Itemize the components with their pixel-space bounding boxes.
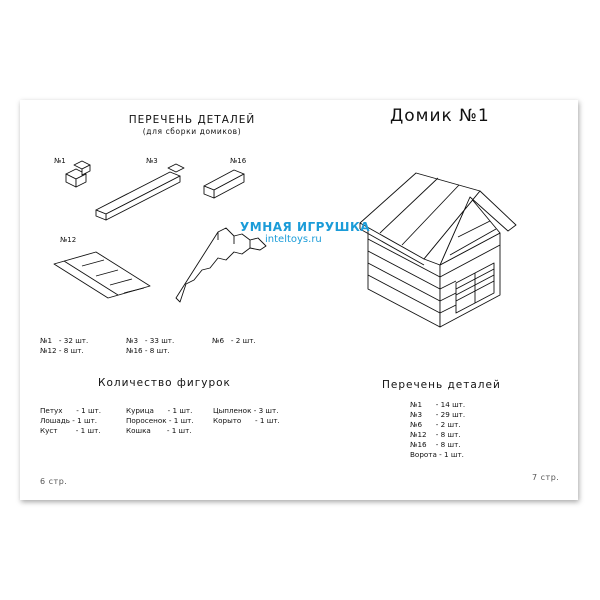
watermark-site: inteltoys.ru (265, 234, 322, 245)
right-list-16: №16 - 8 шт. (410, 440, 461, 449)
right-list-6: №6 - 2 шт. (410, 420, 461, 429)
right-list-gate: Ворота - 1 шт. (410, 450, 464, 459)
part-16-illustration (202, 164, 262, 204)
part-label-3: №3 (146, 157, 158, 165)
figure-trough: Корыто - 1 шт. (213, 416, 280, 425)
part-label-1: №1 (54, 157, 66, 165)
part-3-illustration (90, 162, 190, 222)
figure-piglet: Поросенок - 1 шт. (126, 416, 194, 425)
house-title: Домик №1 (390, 106, 490, 126)
parts-list-subtitle: (для сборки домиков) (142, 127, 242, 136)
right-list-12: №12 - 8 шт. (410, 430, 461, 439)
part-label-12: №12 (60, 236, 77, 244)
count-16: №16 - 8 шт. (126, 346, 170, 355)
count-3: №3 - 33 шт. (126, 336, 175, 345)
figures-title: Количество фигурок (98, 377, 231, 389)
count-12: №12 - 8 шт. (40, 346, 84, 355)
figure-bush: Куст - 1 шт. (40, 426, 101, 435)
right-parts-list-title: Перечень деталей (382, 379, 501, 391)
figure-rooster: Петух - 1 шт. (40, 406, 102, 415)
figure-chick: Цыпленок - 3 шт. (213, 406, 279, 415)
part-label-16: №16 (230, 157, 247, 165)
watermark-logo-text: УМНАЯ ИГРУШКА (240, 220, 371, 234)
page-number-left: 6 стр. (40, 477, 68, 486)
booklet-spread (20, 100, 578, 500)
right-list-3: №3 - 29 шт. (410, 410, 466, 419)
page-number-right: 7 стр. (532, 473, 560, 482)
right-list-1: №1 - 14 шт. (410, 400, 466, 409)
part-12-illustration (52, 246, 162, 296)
parts-list-title: ПЕРЕЧЕНЬ ДЕТАЛЕЙ (128, 114, 256, 126)
count-1: №1 - 32 шт. (40, 336, 89, 345)
house-illustration (358, 165, 528, 325)
figure-cat: Кошка - 1 шт. (126, 426, 192, 435)
count-6: №6 - 2 шт. (212, 336, 256, 345)
figure-hen: Курица - 1 шт. (126, 406, 193, 415)
figure-horse: Лошадь - 1 шт. (40, 416, 98, 425)
